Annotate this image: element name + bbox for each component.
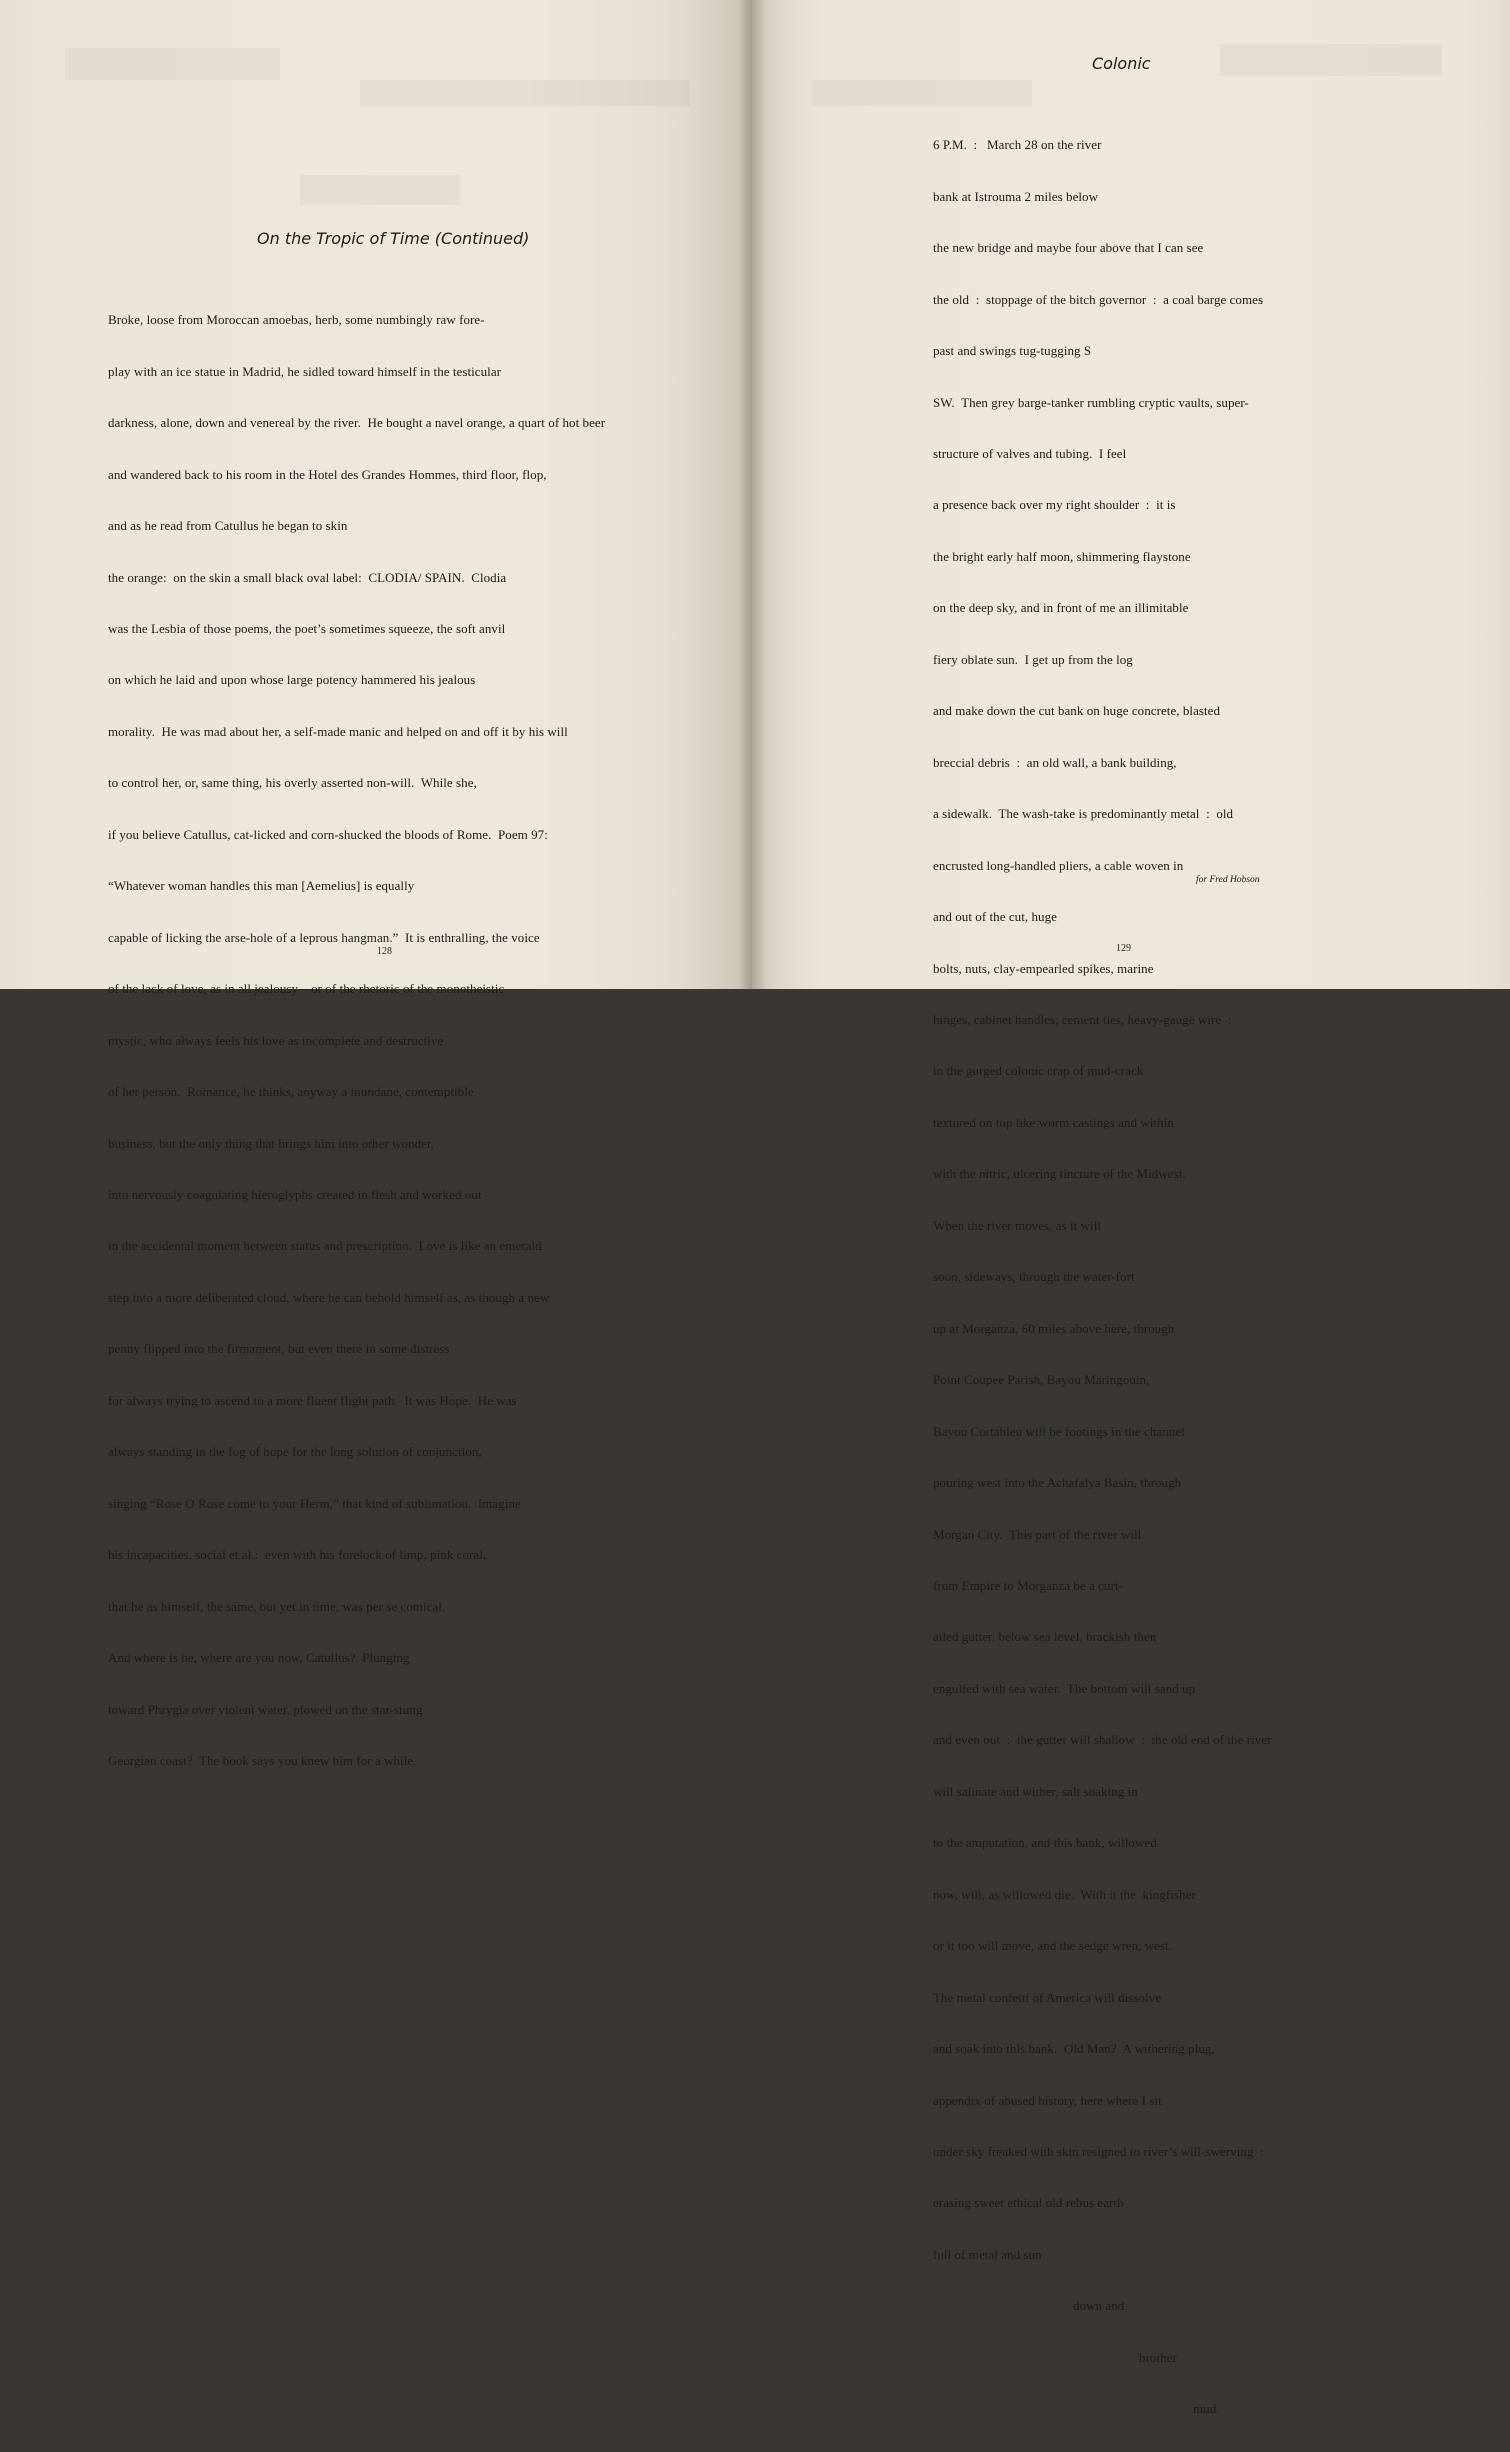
text-line: singing “Rose O Rose come to your Herm,” that kind of sublimation. Imagine xyxy=(108,1495,521,1511)
text-line: play with an ice statue in Madrid, he sidled toward himself in the testicular xyxy=(108,363,502,379)
text-line: to control her, or, same thing, his overly asserted non-will. While she, xyxy=(108,775,477,791)
text-line: hinges, cabinet handles, cement ties, heavy-gauge wire : xyxy=(933,1012,1232,1028)
text-line: the new bridge and maybe four above that I can see xyxy=(933,240,1204,256)
text-line: bank at Istrouma 2 miles below xyxy=(933,188,1099,204)
text-line: Broke, loose from Moroccan amoebas, herb, some numbingly raw fore- xyxy=(108,312,485,328)
stepped-line: down and xyxy=(1073,2298,1125,2314)
text-line: capable of licking the arse-hole of a leprous hangman.” It is enthralling, the voice xyxy=(108,929,540,945)
text-line: step into a more deliberated cloud, where he can behold himself as, as though a new xyxy=(108,1289,550,1305)
text-line: Georgian coast? The book says you knew him for a while. xyxy=(108,1753,417,1768)
text-line: in the gurged colonic crap of mud-crack xyxy=(933,1063,1144,1079)
text-line: soon, sideways, through the water-fort xyxy=(933,1269,1135,1285)
text-line: and even out : the gutter will shallow : the old end of the river xyxy=(933,1732,1272,1748)
text-line: into nervously coagulating hieroglyphs created in flesh and worked out xyxy=(108,1187,482,1203)
text-line: in the accidental moment between status and prescription. Love is like an emerald xyxy=(108,1238,542,1254)
text-line: erasing sweet ethical old rebus earth xyxy=(933,2195,1124,2211)
text-line: will salinate and wither, salt soaking in xyxy=(933,1783,1138,1799)
text-line: penny flipped into the firmament, but even there in some distress xyxy=(108,1341,450,1357)
text-line: to the amputation, and this bank, willowed xyxy=(933,1835,1157,1851)
text-line: on the deep sky, and in front of me an illimitable xyxy=(933,600,1189,616)
text-line: a sidewalk. The wash-take is predominantly metal : old xyxy=(933,806,1234,822)
text-line: and soak into this bank. Old Man? A withering plug, xyxy=(933,2041,1215,2057)
text-line: Bayou Cortableu will be footings in the channel xyxy=(933,1423,1185,1439)
text-line: encrusted long-handled pliers, a cable woven in xyxy=(933,857,1184,873)
book-gutter xyxy=(738,0,766,989)
text-line: on which he laid and upon whose large potency hammered his jealous xyxy=(108,672,476,688)
text-line: and wandered back to his room in the Hotel des Grandes Hommes, third floor, flop, xyxy=(108,466,547,482)
prose-poem-body xyxy=(108,277,605,1803)
text-line: the bright early half moon, shimmering flaystone xyxy=(933,548,1191,564)
text-line: breccial debris : an old wall, a bank building, xyxy=(933,754,1177,770)
text-line: if you believe Catullus, cat-licked and corn-shucked the bloods of Rome. Poem 97: xyxy=(108,826,548,842)
page-title: On the Tropic of Time (Continued) xyxy=(257,229,530,248)
stepped-line: brother xyxy=(1139,2349,1177,2365)
text-line: morality. He was mad about her, a self-made manic and helped on and off it by his will xyxy=(108,723,568,739)
text-line: mystic, who always feels his love as incomplete and destructive xyxy=(108,1032,444,1048)
text-line: was the Lesbia of those poems, the poet’s sometimes squeeze, the soft anvil xyxy=(108,621,506,637)
bleed-through-heading xyxy=(1220,44,1442,76)
page-number: 129 xyxy=(1116,943,1131,954)
text-line: now, will, as willowed die. With it the kingfisher xyxy=(933,1886,1196,1902)
text-line: for always trying to ascend to a more fluent flight path. It was Hope. He was xyxy=(108,1392,517,1408)
text-line: from Empire to Morganza be a curt- xyxy=(933,1578,1123,1593)
text-line: that he as himself, the same, but yet in time, was per se comical. xyxy=(108,1598,446,1614)
text-line: The metal confetti of America will dissolve xyxy=(933,1989,1162,2005)
left-page xyxy=(0,0,752,1768)
text-line: And where is he, where are you now, Catullus? Plunging xyxy=(108,1650,410,1666)
text-line: toward Phrygia over violent water, plowed on the star-stung xyxy=(108,1701,423,1717)
text-line: appendix of abused history, here where I sit xyxy=(933,2092,1162,2108)
text-line: engulfed with sea water. The bottom will sand up xyxy=(933,1680,1196,1696)
right-page xyxy=(752,0,1510,2417)
text-line: the orange: on the skin a small black oval label: CLODIA/ SPAIN. Clodia xyxy=(108,569,507,585)
text-line: up at Morganza, 60 miles above here, through xyxy=(933,1320,1175,1336)
text-line: his incapacities, social et al.: even with his forelock of limp, pink coral, xyxy=(108,1547,487,1563)
text-line: textured on top like worm castings and within xyxy=(933,1114,1174,1130)
text-line: bolts, nuts, clay-empearled spikes, marine xyxy=(933,960,1154,976)
text-line: full of metal and sun xyxy=(933,2246,1042,2262)
page-number: 128 xyxy=(377,946,392,957)
dedication: for Fred Hobson xyxy=(1196,875,1260,885)
text-line: When the river moves, as it will xyxy=(933,1217,1102,1233)
text-line: a presence back over my right shoulder : it is xyxy=(933,497,1176,513)
bleed-through-subheading xyxy=(360,80,690,106)
text-line: structure of valves and tubing. I feel xyxy=(933,446,1127,462)
stepped-line: mud. xyxy=(1193,2401,1220,2417)
text-line: and make down the cut bank on huge concrete, blasted xyxy=(933,703,1221,719)
poem-body xyxy=(933,102,1271,2452)
text-line: ailed gutter, below sea level, brackish then xyxy=(933,1629,1157,1645)
text-line: Morgan City. This part of the river will xyxy=(933,1526,1142,1542)
text-line: pouring west into the Achafalya Basin, through xyxy=(933,1475,1182,1491)
text-line: of the lack of love, as in all jealousy—or of the rhetoric of the monotheistic xyxy=(108,981,505,997)
text-line: or it too will move, and the sedge wren, west. xyxy=(933,1938,1173,1954)
text-line: fiery oblate sun. I get up from the log xyxy=(933,651,1133,667)
text-line: of her person. Romance, he thinks, anyway a mundane, contemptible xyxy=(108,1084,474,1100)
text-line: under sky freaked with skin resigned to river’s will-swerving : xyxy=(933,2143,1264,2159)
bleed-through-heading xyxy=(65,48,280,80)
text-line: the old : stoppage of the bitch governor : a coal barge comes xyxy=(933,291,1264,307)
text-line: with the nitric, ulcering tincture of the Midwest. xyxy=(933,1166,1186,1182)
text-line: and out of the cut, huge xyxy=(933,909,1057,925)
text-line: and as he read from Catullus he began to skin xyxy=(108,518,348,534)
text-line: 6 P.M. : March 28 on the river xyxy=(933,137,1102,153)
text-line: SW. Then grey barge-tanker rumbling cryptic vaults, super- xyxy=(933,394,1249,410)
text-line: past and swings tug-tugging S xyxy=(933,343,1092,359)
page-title: Colonic xyxy=(1092,54,1151,73)
text-line: darkness, alone, down and venereal by the river. He bought a navel orange, a quart of hot beer xyxy=(108,415,606,431)
text-line: business, but the only thing that brings him into other wonder, xyxy=(108,1135,435,1151)
text-line: Point Coupee Parish, Bayou Maringouin, xyxy=(933,1372,1150,1388)
text-line: always standing in the fog of hope for the long solution of conjunction, xyxy=(108,1444,482,1460)
bleed-through-section xyxy=(300,175,460,205)
text-line: “Whatever woman handles this man [Aemelius] is equally xyxy=(108,878,415,894)
